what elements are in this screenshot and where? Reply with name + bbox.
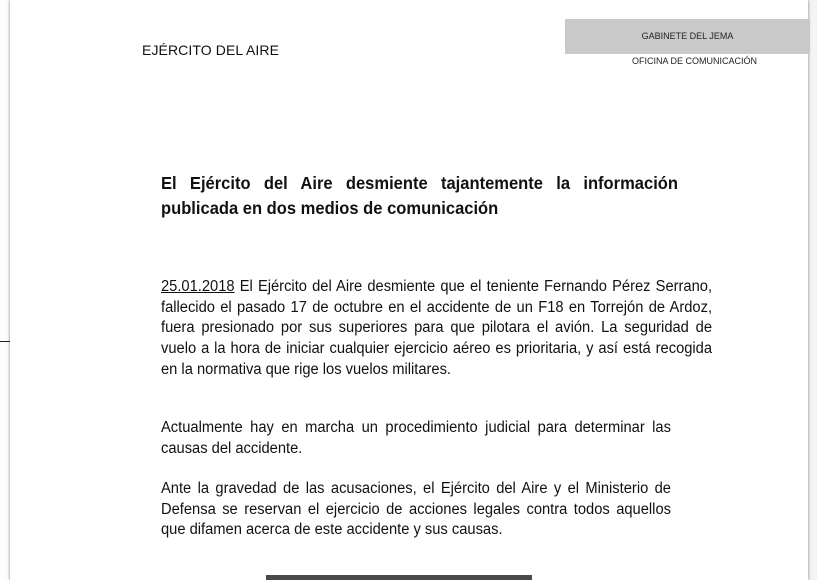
- paragraph-2: Actualmente hay en marcha un procedimiento judicial para determinar las causas del accidente.: [161, 419, 671, 457]
- paragraph-3: Ante la gravedad de las acusaciones, el Ejército del Aire y el Ministerio de Defensa se reservan el ejercicio de acciones legales contra todos aquellos que difamen acerca de este accidente y sus causas.: [161, 480, 671, 539]
- office-line-gabinete: GABINETE DEL JEMA: [641, 31, 734, 41]
- background-window-right: [808, 0, 817, 580]
- paragraph-1-text: El Ejército del Aire desmiente que el teniente Fernando Pérez Serrano, fallecido el pasado 17 de octubre en el accidente de un F18 en Torrejón de Ardoz, fuera presionado por sus superiores para que pilotara el avión. La seguridad de vuelo a la hora de iniciar cualquier ejercicio aéreo es prioritaria, y así está recogida en la normativa que rige los vuelos militares.: [161, 278, 713, 378]
- press-release-headline: El Ejército del Aire desmiente tajantemente la información publicada en dos medios de comunicación: [161, 173, 678, 218]
- viewer-toolbar-edge[interactable]: [266, 575, 532, 580]
- organization-name: EJÉRCITO DEL AIRE: [142, 42, 280, 58]
- paragraph-1: [161, 277, 712, 381]
- office-line-oficina: OFICINA DE COMUNICACIÓN: [632, 56, 758, 66]
- document-page: [10, 0, 808, 580]
- office-header-box: [565, 19, 810, 54]
- release-date: 25.01.2018: [161, 278, 235, 295]
